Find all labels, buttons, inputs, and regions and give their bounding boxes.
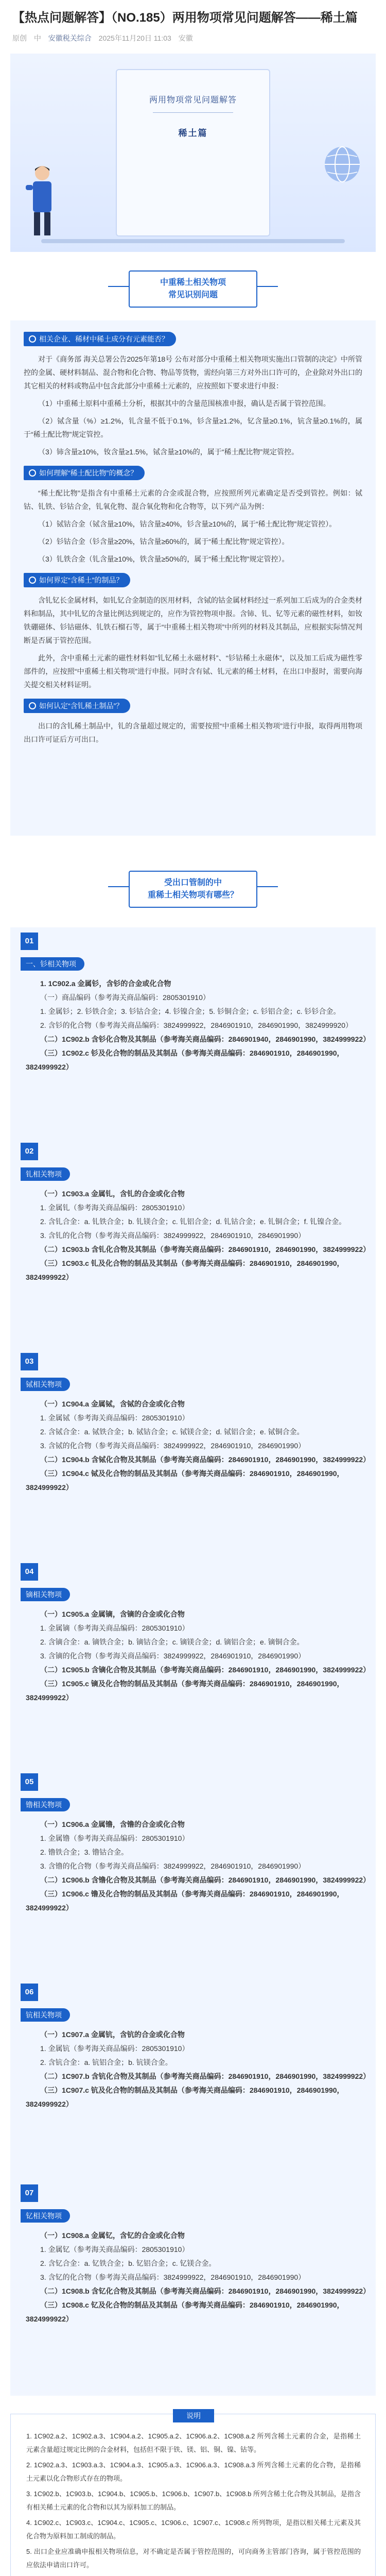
category-line: 1. 金属钆（参考海关商品编码：2805301910） [40,1204,189,1212]
person-illustration [22,162,63,239]
banner-series: 两用物项常见问题解答 [149,96,237,105]
category-line: （三）1C906.c 镥及化合物的制品及其制品（参考海关商品编码：2846901910，2846901990，3824999922） [26,1890,344,1912]
category-line: （一）1C905.a 金属镝，含镝的合金或化合物 [40,1610,185,1618]
meta-time: 2025年11月20日 11:03 [98,34,171,42]
category-line: 1. 金属镥（参考海关商品编码：2805301910） [40,1834,189,1842]
category-number: 02 [21,1143,38,1160]
meta-source: 原创 [12,34,27,42]
answer-paragraph: （1）铽钴合金（铽含量≥10%，钴含量≥40%，钐含量≥10%的，属于“稀土配比物”规定管控）。 [38,520,337,528]
category-line: （二）1C903.b 含钆化合物及其制品（参考海关商品编码：2846901910，2846901990，3824999922） [40,1245,371,1253]
banner-card [116,69,270,236]
answer-paragraph: “稀土配比物”是指含有中重稀土元素的合金或混合物，应按照所列元素确定是否受到管控。例如：铽钴、钆铁、钐钴合金，钆氧化物、混合氧化物和化合物等，以下列产品为例： [24,489,362,511]
category-line: 2. 含钇合金：a. 钇铁合金；b. 钇铝合金；c. 钇镁合金。 [40,2259,216,2267]
banner-divider [153,112,233,113]
category-line: （二）1C902.b 含钐化合物及其制品（参考海关商品编码：2846901940，2846901990，3824999922） [40,1035,371,1043]
heading-deco-right [257,286,278,287]
category-line: 2. 含镝合金：a. 镝铁合金；b. 镝钴合金；c. 镝镁合金；d. 镝铝合金；e. 镝铜合金。 [40,1638,304,1646]
category-line: （三）1C907.c 钪及化合物的制品及其制品（参考海关商品编码：2846901910，2846901990，3824999922） [26,2086,344,2108]
category-list [26,1607,381,1705]
question-dot-icon [29,469,36,477]
question-pill [24,573,130,587]
answer-paragraph: 含钆钇长金属材料，如钆钇合金制造的医用材料，含铽的钴金属材料经过一系列加工后成为的合金类材料和制品，其中钆钇的含量比例达到规定的，应作为管控物项申报。含铈、钆、钇等元素的磁性材料，如钕铁硼磁体、钐钴磁体、钆铁石榴石等，属于“中重稀土相关物项”中所列的材料及其制品，应根据实际情况判断是否属于管控范围。 [24,596,362,645]
section-heading-2-line1: 受出口管制的中 [164,878,222,887]
category-line: （一）1C907.a 金属钪，含钪的合金或化合物 [40,2030,185,2039]
question-pill [24,699,130,713]
category-line: 1. 金属镝（参考海关商品编码：2805301910） [40,1624,189,1632]
category-list [26,1187,381,1284]
globe-icon [319,141,365,188]
category-line: 1. 金属钪（参考海关商品编码：2805301910） [40,2044,189,2053]
meta-sub: 中 [33,34,43,42]
category-panel [10,927,376,2396]
category-title: 镥相关物项 [21,1798,70,1811]
category-title: 钆相关物项 [21,1167,70,1181]
category-line: （一）1C904.a 金属铽，含铽的合金或化合物 [40,1400,185,1408]
notes-box [10,2414,376,2576]
notes-title: 说明 [173,2409,214,2422]
question-text: 如何理解“稀土配比物”的概念？ [39,469,138,477]
notes-list [26,2430,361,2574]
qa-item [24,573,362,691]
question-text: 如何认定“含钆稀土制品”？ [39,702,124,710]
category-line: 3. 含铽的化合物（参考海关商品编码：3824999922，2846901910，2846901990） [40,1442,306,1450]
qa-item [24,699,362,746]
question-dot-icon [29,577,36,584]
question-text: 相关企业、稀材中稀土成分有元素能否？ [39,335,169,343]
category-line: （三）1C904.c 铽及化合物的制品及其制品（参考海关商品编码：2846901910，2846901990，3824999922） [26,1469,344,1492]
category-line: 2. 含钐的化合物（参考海关商品编码：3824999922，2846901910，2846901990，3824999920） [40,1021,353,1029]
category-line: 1. 1C902.a 金属钐，含钐的合金或化合物 [40,979,171,988]
question-pill [24,466,145,480]
answer-paragraph: （2）铽含量（%）≥1.2%，钆含量不低于0.1%，钐含量≥1.2%，钇含量≥0.1%，钪含量≥0.1%的，属于“稀土配比物”规定管控。 [24,417,362,438]
category-line: （二）1C904.b 含铽化合物及其制品（参考海关商品编码：2846901910，2846901990，3824999922） [40,1455,371,1464]
category-line: （三）1C905.c 镝及化合物的制品及其制品（参考海关商品编码：2846901910，2846901990，3824999922） [26,1680,344,1702]
heading-deco-left [108,886,129,887]
category-number: 03 [21,1353,38,1370]
category-line: （三）1C903.c 钆及化合物的制品及其制品（参考海关商品编码：2846901910，2846901990，3824999922） [26,1259,344,1281]
section-heading-box-1 [129,270,257,308]
category-line: 2. 含钪合金：a. 钪铝合金；b. 钪镁合金。 [40,2058,172,2066]
section-heading-1-line1: 中重稀土相关物项 [160,278,226,287]
note-item: 5. 出口企业应准确申报相关物项信息，对不确定是否属于管控范围的，可向商务主管部门咨询，属于管控范围的应依法申请出口许可。 [26,2548,361,2569]
note-item: 1. 1C902.a.2、1C902.a.3、1C904.a.2、1C905.a.2、1C906.a.2、1C908.a.2 所列含稀土元素的合金，是指稀土元素含量超过规定比例的合金材料，包括但不限于铁、镁、铝、铜、镍、钴等。 [26,2432,361,2453]
category-line: 2. 含铽合金：a. 铽铁合金；b. 铽钴合金；c. 铽镁合金；d. 铽铝合金；e. 铽铜合金。 [40,1428,304,1436]
qa-item [24,332,362,459]
answer-paragraph: （3）钆铁合金（钆含量≥10%，铁含量≥50%的，属于“稀土配比物”规定管控）。 [38,555,289,563]
category-line: （三）1C908.c 钇及化合物的制品及其制品（参考海关商品编码：2846901910，2846901990，3824999922） [26,2301,344,2323]
category-line: （三）1C902.c 钐及化合物的制品及其制品（参考海关商品编码：2846901910，2846901990，3824999922） [26,1049,344,1071]
qa-item [24,466,362,566]
answer-paragraph: （1）中重稀土原料中重稀土分析，根据其中的含量范围核准申报，确认是否属于管控范围。 [38,399,330,408]
category-list [26,2028,381,2111]
category-line: （二）1C907.b 含钪化合物及其制品（参考海关商品编码：2846901910，2846901990，3824999922） [40,2072,371,2080]
article-meta [12,32,374,44]
category-line: 3. 含钆的化合物（参考海关商品编码：3824999922，2846901910，2846901990） [40,1231,306,1240]
category-line: （一）1C906.a 金属镥，含镥的合金或化合物 [40,1820,185,1828]
banner-floor [41,239,345,243]
note-item: 2. 1C902.a.3、1C903.a.3、1C904.a.3、1C905.a.3、1C906.a.3、1C908.a.3 所列含稀土元素的化合物，是指稀土元素以化合物形式存在的物项。 [26,2461,361,2482]
section-heading-1 [108,270,278,308]
question-dot-icon [29,702,36,709]
category-list [26,1397,381,1495]
category-number: 05 [21,1773,38,1791]
category-line: 2. 含钆合金：a. 钆铁合金；b. 钆镁合金；c. 钆铝合金；d. 钆钴合金；e. 钆铜合金；f. 钆镍合金。 [40,1217,346,1226]
category-number: 01 [21,933,38,950]
qa-panel [10,320,376,836]
category-list [26,2229,381,2326]
section-heading-2-line2: 重稀土相关物项有哪些？ [147,891,238,900]
question-text: 如何界定“含稀土”的制品？ [39,576,124,584]
section-heading-box-2 [129,871,257,908]
note-item: 4. 1C902.c、1C903.c、1C904.c、1C905.c、1C906.c、1C907.c、1C908.c 所列物项，是指以相关稀土元素及其化合物为原料加工制成的制品。 [26,2519,361,2540]
category-line: 3. 含钇的化合物（参考海关商品编码：3824999922，2846901910，2846901990） [40,2273,306,2281]
category-line: （二）1C908.b 含钇化合物及其制品（参考海关商品编码：2846901910，2846901990，3824999922） [40,2287,371,2295]
question-pill [24,332,176,346]
note-item: 3. 1C902.b、1C903.b、1C904.b、1C905.b、1C906.b、1C907.b、1C908.b 所列含稀土化合物及其制品，是指含有相关稀土元素的化合物和以其为原料加工的制品。 [26,2490,361,2511]
category-title: 铽相关物项 [21,1378,70,1391]
category-title: 镝相关物项 [21,1588,70,1601]
banner-topic: 稀土篇 [178,128,208,138]
article-title: 【热点问题解答】（NO.185）两用物项常见问题解答——稀土篇 [12,11,358,25]
category-number: 06 [21,1984,38,2001]
answer-paragraph: 出口的含钆稀土制品中，钆的含量超过规定的，需要按照“中重稀土相关物项”进行申报，取得两用物项出口许可证后方可出口。 [24,722,362,743]
answer-paragraph: （2）钐钴合金（钐含量≥20%，钴含量≥60%的，属于“稀土配比物”规定管控）。 [38,537,289,546]
category-number: 04 [21,1563,38,1581]
category-list [26,977,381,1074]
category-title: 一、钐相关物项 [21,957,84,971]
category-title: 钪相关物项 [21,2008,70,2022]
category-list [26,1818,381,1915]
answer-paragraph: 对于《商务部 海关总署公告2025年第18号 公布对部分中重稀土相关物项实施出口管制的决定》中所管控的金属、硬材料制品、混合物和化合物、物品等货物，需经向第三方对外出口许可的，企业除对外出口的其它相关的材料或物品中包含此部分中重稀土元素的，应按照如下要求进行申报： [24,355,362,390]
category-line: 3. 含镝的化合物（参考海关商品编码：3824999922，2846901910，2846901990） [40,1652,306,1660]
category-line: 2. 镥铁合金；3. 镥钴合金。 [40,1848,129,1856]
hero-banner [10,54,376,252]
category-line: （一）商品编码（参考海关商品编码：2805301910） [40,993,210,1002]
category-line: 1. 金属铽（参考海关商品编码：2805301910） [40,1414,189,1422]
heading-deco-right [257,886,278,887]
category-line: （二）1C906.b 含镥化合物及其制品（参考海关商品编码：2846901910，2846901990，3824999922） [40,1876,371,1884]
category-line: （二）1C905.b 含镝化合物及其制品（参考海关商品编码：2846901910，2846901990，3824999922） [40,1666,371,1674]
meta-author-link[interactable]: 安徽税关综合 [48,34,92,42]
category-title: 钇相关物项 [21,2209,70,2223]
heading-deco-left [108,286,129,287]
category-line: 3. 含镥的化合物（参考海关商品编码：3824999922，2846901910，2846901990） [40,1862,306,1870]
category-line: 1. 金属钇（参考海关商品编码：2805301910） [40,2245,189,2253]
article-header [0,0,386,44]
section-heading-1-line2: 常见识别问题 [168,291,218,299]
answer-paragraph: （3）铈含量≥10%，钕含量≥1.5%，铽含量≥10%的，属于“稀土配比物”规定管控。 [38,448,299,456]
question-dot-icon [29,335,36,343]
meta-location: 安徽 [178,34,193,42]
category-line: （一）1C903.a 金属钆，含钆的合金或化合物 [40,1190,185,1198]
answer-paragraph: 此外，含中重稀土元素的磁性材料如“钆钇稀土永磁材料”、“钐钴稀土永磁体”，以及加工后成为磁性零部件的，应按照“中重稀土相关物项”进行申报。同时含有铽、钆元素的稀土材料，在出口申报时，需要向海关提交相关材料证明。 [24,654,362,689]
section-heading-2 [108,871,278,908]
category-number: 07 [21,2184,38,2202]
category-line: （一）1C908.a 金属钇，含钇的合金或化合物 [40,2231,185,2240]
category-line: 1. 金属钐；2. 钐铁合金；3. 钐钴合金；4. 钐镍合金；5. 钐铜合金；c. 钐铝合金；c. 钐钐合金。 [40,1007,341,1015]
